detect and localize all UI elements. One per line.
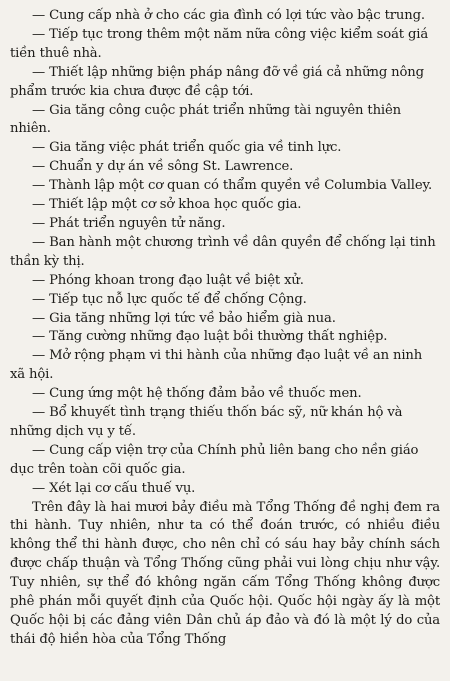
list-item: — Cung ứng một hệ thống đảm bảo về thuốc men. [32,386,362,402]
list-item: — Tăng cường những đạo luật bồi thường thất nghiệp. [32,329,388,345]
list-item: — Mở rộng phạm vi thi hành của những đạo luật về an ninh xã hội. [10,348,423,383]
list-item: — Phóng khoan trong đạo luật về biệt xử. [32,272,304,288]
closing-paragraph: Trên đây là hai mươi bảy điều mà Tổng Thống đề nghị đem ra thi hành. Tuy nhiên, như ta có thể đoán trước, có nhiều điều không thể thi hành được, cho nên chỉ có sáu hay bảy chính sách được chấp thuận và Tổng Thống cũng phải vui lòng chịu như vậy. Tuy nhiên, sự thể đó không ngăn cấm Tổng Thống không được phê phán mỗi quyết định của Quốc hội. Quốc hội ngày ấy là một Quốc hội bị các đảng viên Dân chủ áp đảo và đó là một lý do của thái độ hiền hòa của Tổng Thống [10,499,440,647]
list-item: — Thiết lập những biện pháp nâng đỡ về giá cả những nông phẩm trước kia chưa được đề cập tới. [10,64,424,99]
list-item: — Ban hành một chương trình về dân quyền để chống lại tinh thần kỳ thị. [10,234,436,269]
list-item: — Gia tăng công cuộc phát triển những tài nguyên thiên nhiên. [10,102,401,137]
list-item: — Phát triển nguyên tử năng. [32,215,226,231]
list-item: — Tiếp tục nỗ lực quốc tế để chống Cộng. [32,291,307,307]
list-item: — Gia tăng những lợi tức về bảo hiểm già nua. [32,310,336,326]
list-item: — Xét lại cơ cấu thuế vụ. [32,480,196,496]
list-item: — Cung cấp viện trợ của Chính phủ liên bang cho nền giáo dục trên toàn cõi quốc gia. [10,442,419,477]
list-item: — Gia tăng việc phát triển quốc gia về tinh lực. [32,140,342,156]
list-item: — Cung cấp nhà ở cho các gia đình có lợi tức vào bậc trung. [32,8,425,23]
list-item: — Tiếp tục trong thêm một năm nữa công việc kiểm soát giá tiền thuê nhà. [10,26,429,61]
list-item: — Thành lập một cơ quan có thẩm quyền về Columbia Valley. [32,178,433,194]
list-item: — Chuẩn y dự án về sông St. Lawrence. [32,159,294,175]
list-item: — Thiết lập một cơ sở khoa học quốc gia. [32,197,302,213]
list-item: — Bổ khuyết tình trạng thiếu thốn bác sỹ, nữ khán hộ và những dịch vụ y tế. [10,405,403,439]
